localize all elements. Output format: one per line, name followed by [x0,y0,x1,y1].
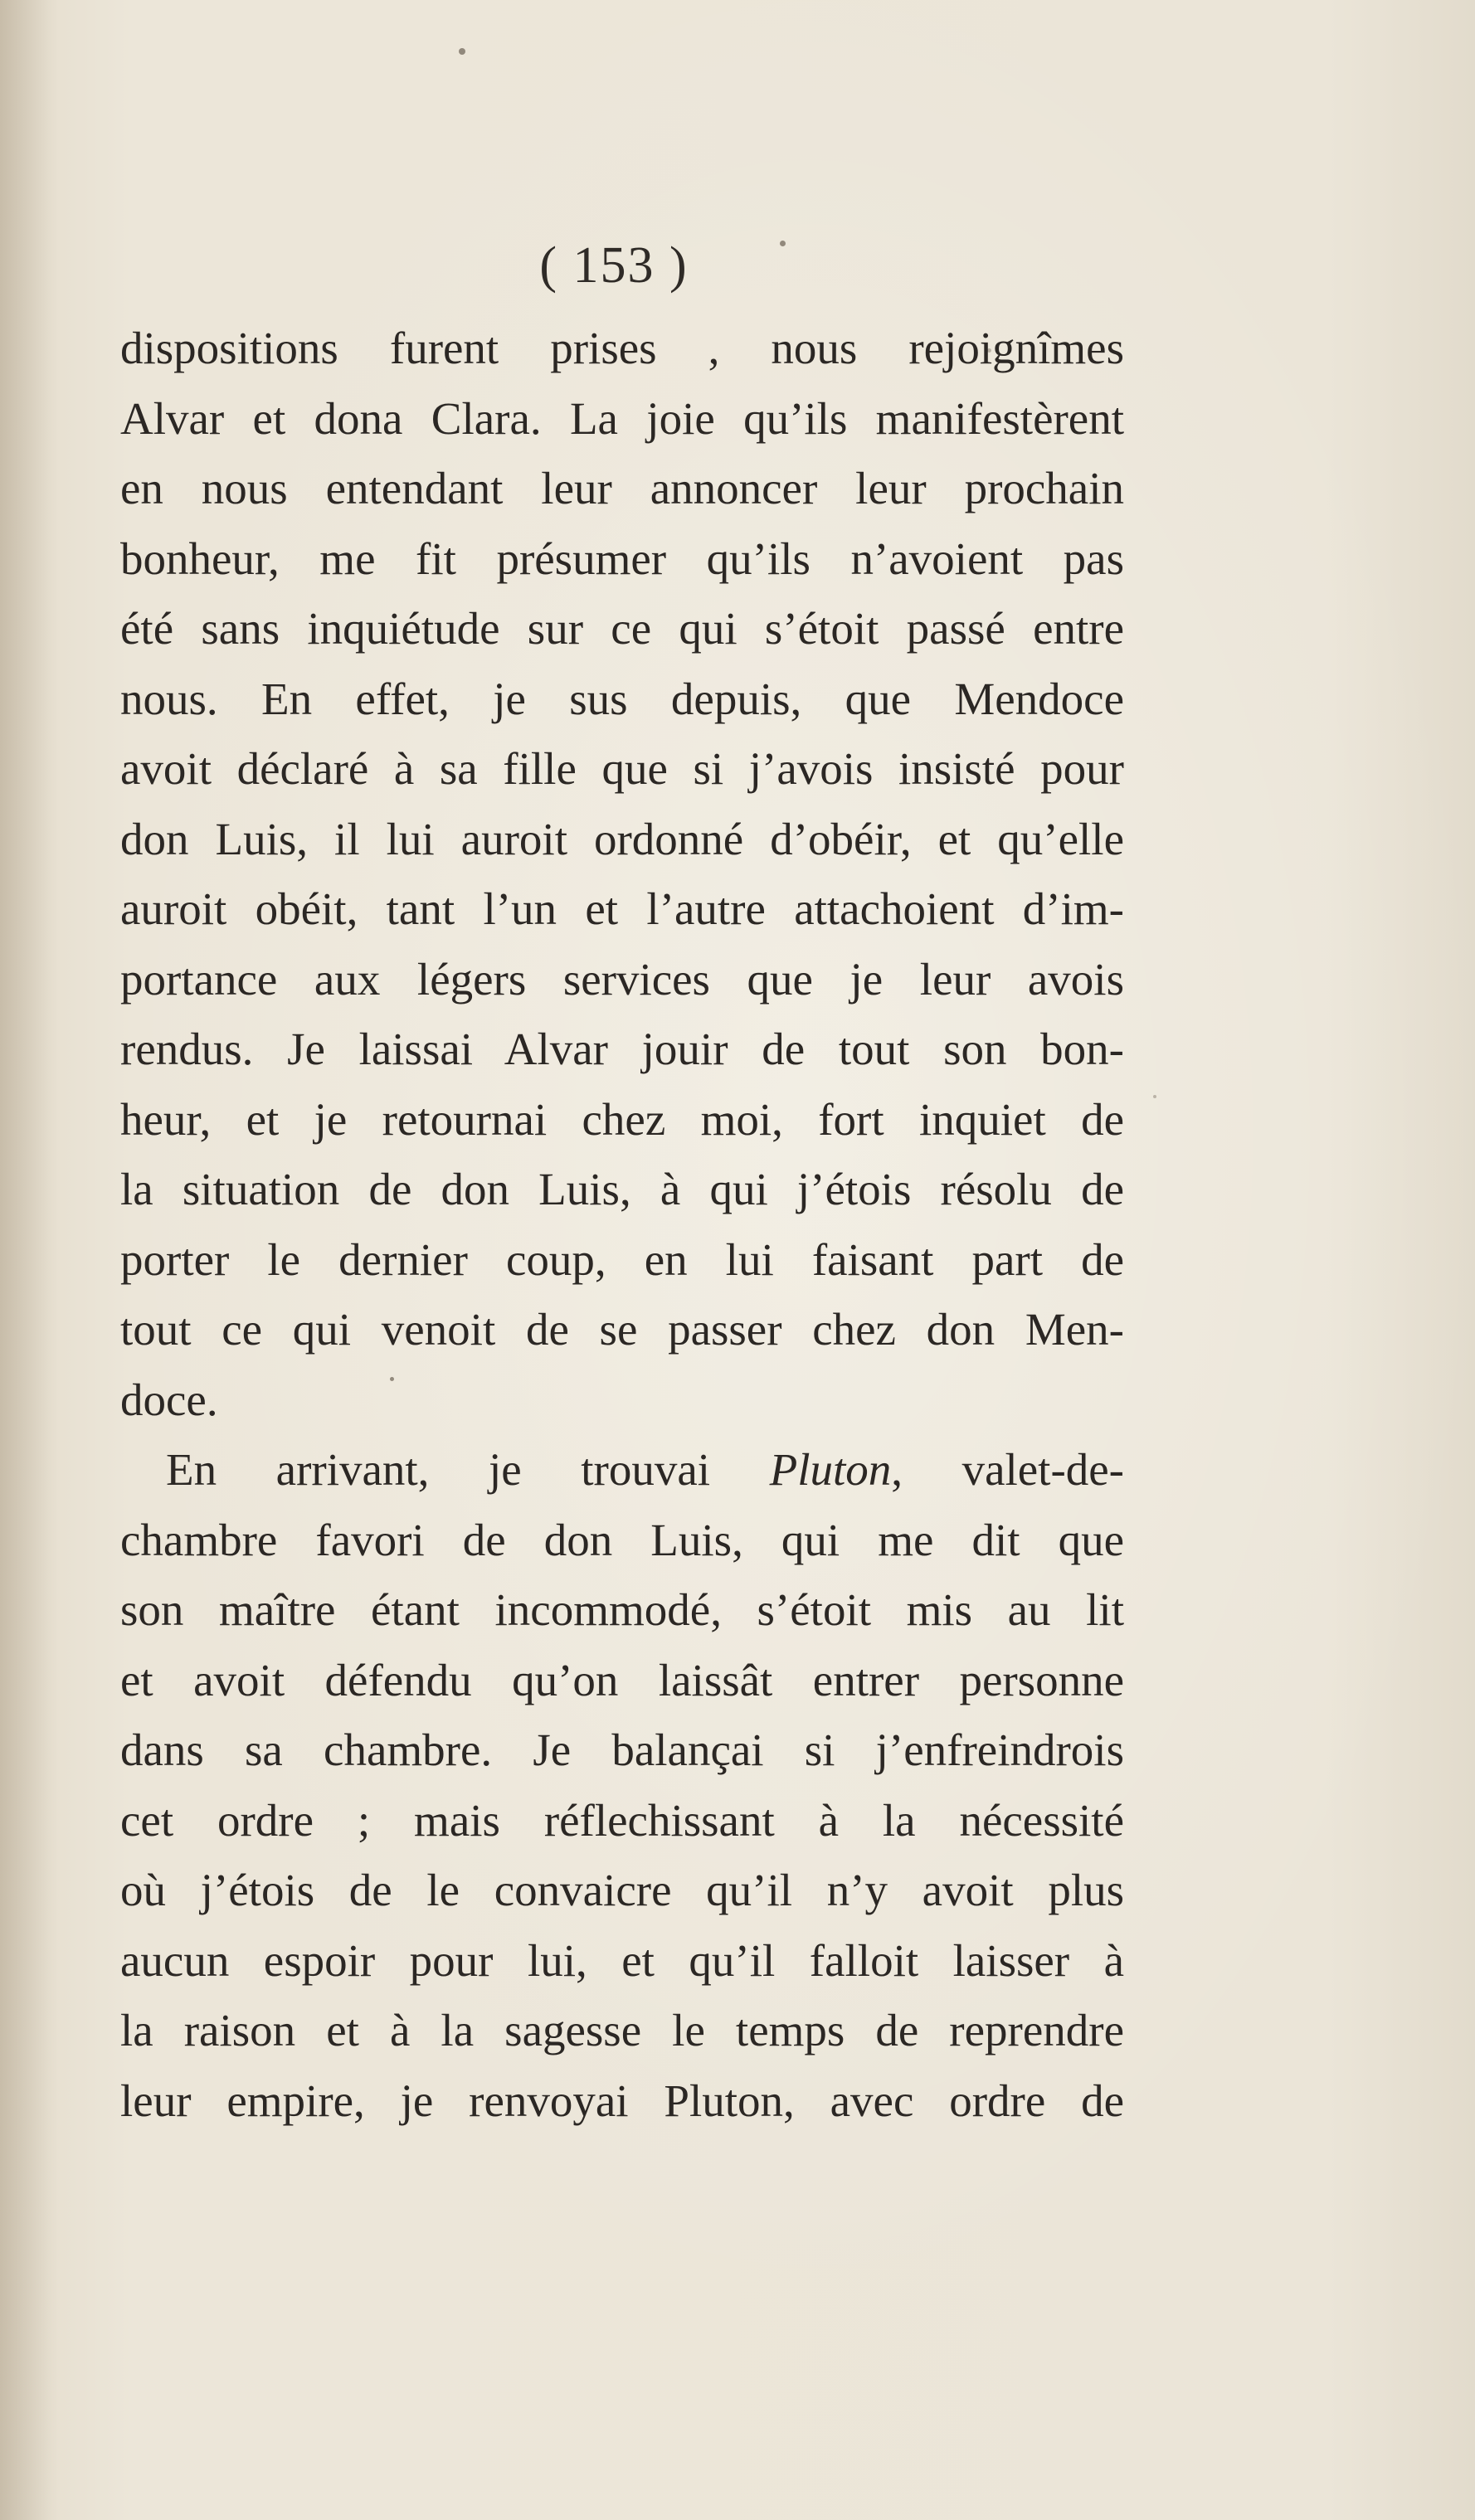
italic-name: Pluton [769,1444,892,1495]
text-run: , valet-de- [891,1444,1125,1495]
paper-speck [1153,1095,1156,1098]
text-line: bonheur, me fit présumer qu’ils n’avoient pas [120,533,1124,584]
text-line: été sans inquiétude sur ce qui s’étoit passé entre [120,603,1124,654]
text-line: dispositions furent prises , nous rejoignîmes [120,323,1124,373]
text-line: porter le dernier coup, en lui faisant part de [120,1233,1124,1285]
text-line: portance aux légers services que je leur avois [120,953,1124,1005]
text-line: la raison et à la sagesse le temps de reprendre [120,2005,1124,2055]
text-line: auroit obéit, tant l’un et l’autre attachoient d’im- [120,883,1124,934]
text-line: heur, et je retournai chez moi, fort inquiet de [120,1093,1124,1145]
text-run: En arrivant, je trouvai [166,1444,770,1495]
paragraph [120,314,1124,1435]
text-line [120,1435,1124,1506]
text-line: Alvar et dona Clara. La joie qu’ils manifestèrent [120,392,1124,444]
text-line: où j’étois de le convaicre qu’il n’y avoit plus [120,1865,1124,1915]
text-line: et avoit défendu qu’on laissât entrer personne [120,1654,1124,1705]
text-line: en nous entendant leur annoncer leur prochain [120,463,1124,513]
text-line: rendus. Je laissai Alvar jouir de tout son bon- [120,1024,1124,1074]
text-line: tout ce qui venoit de se passer chez don Men- [120,1304,1124,1355]
text-line: nous. En effet, je sus depuis, que Mendoce [120,673,1124,724]
text-line: avoit déclaré à sa fille que si j’avois insisté pour [120,743,1124,794]
paper-speck [459,48,465,55]
page-number: ( 153 ) [539,237,689,294]
text-line: cet ordre ; mais réflechissant à la nécessité [120,1794,1124,1846]
text-line: la situation de don Luis, à qui j’étois résolu de [120,1164,1124,1214]
body-text [120,314,1124,2136]
text-line: don Luis, il lui auroit ordonné d’obéir, et qu’elle [120,813,1124,864]
text-line: leur empire, je renvoyai Pluton, avec ordre de [120,2075,1124,2126]
text-line: dans sa chambre. Je balançai si j’enfreindrois [120,1725,1124,1775]
paragraph [120,1435,1124,2136]
text-line: chambre favori de don Luis, qui me dit que [120,1514,1124,1565]
binding-shadow [0,0,58,2520]
text-line: aucun espoir pour lui, et qu’il falloit laisser à [120,1934,1124,1986]
text-line: doce. [120,1374,218,1425]
text-line: son maître étant incommodé, s’étoit mis au lit [120,1584,1124,1635]
